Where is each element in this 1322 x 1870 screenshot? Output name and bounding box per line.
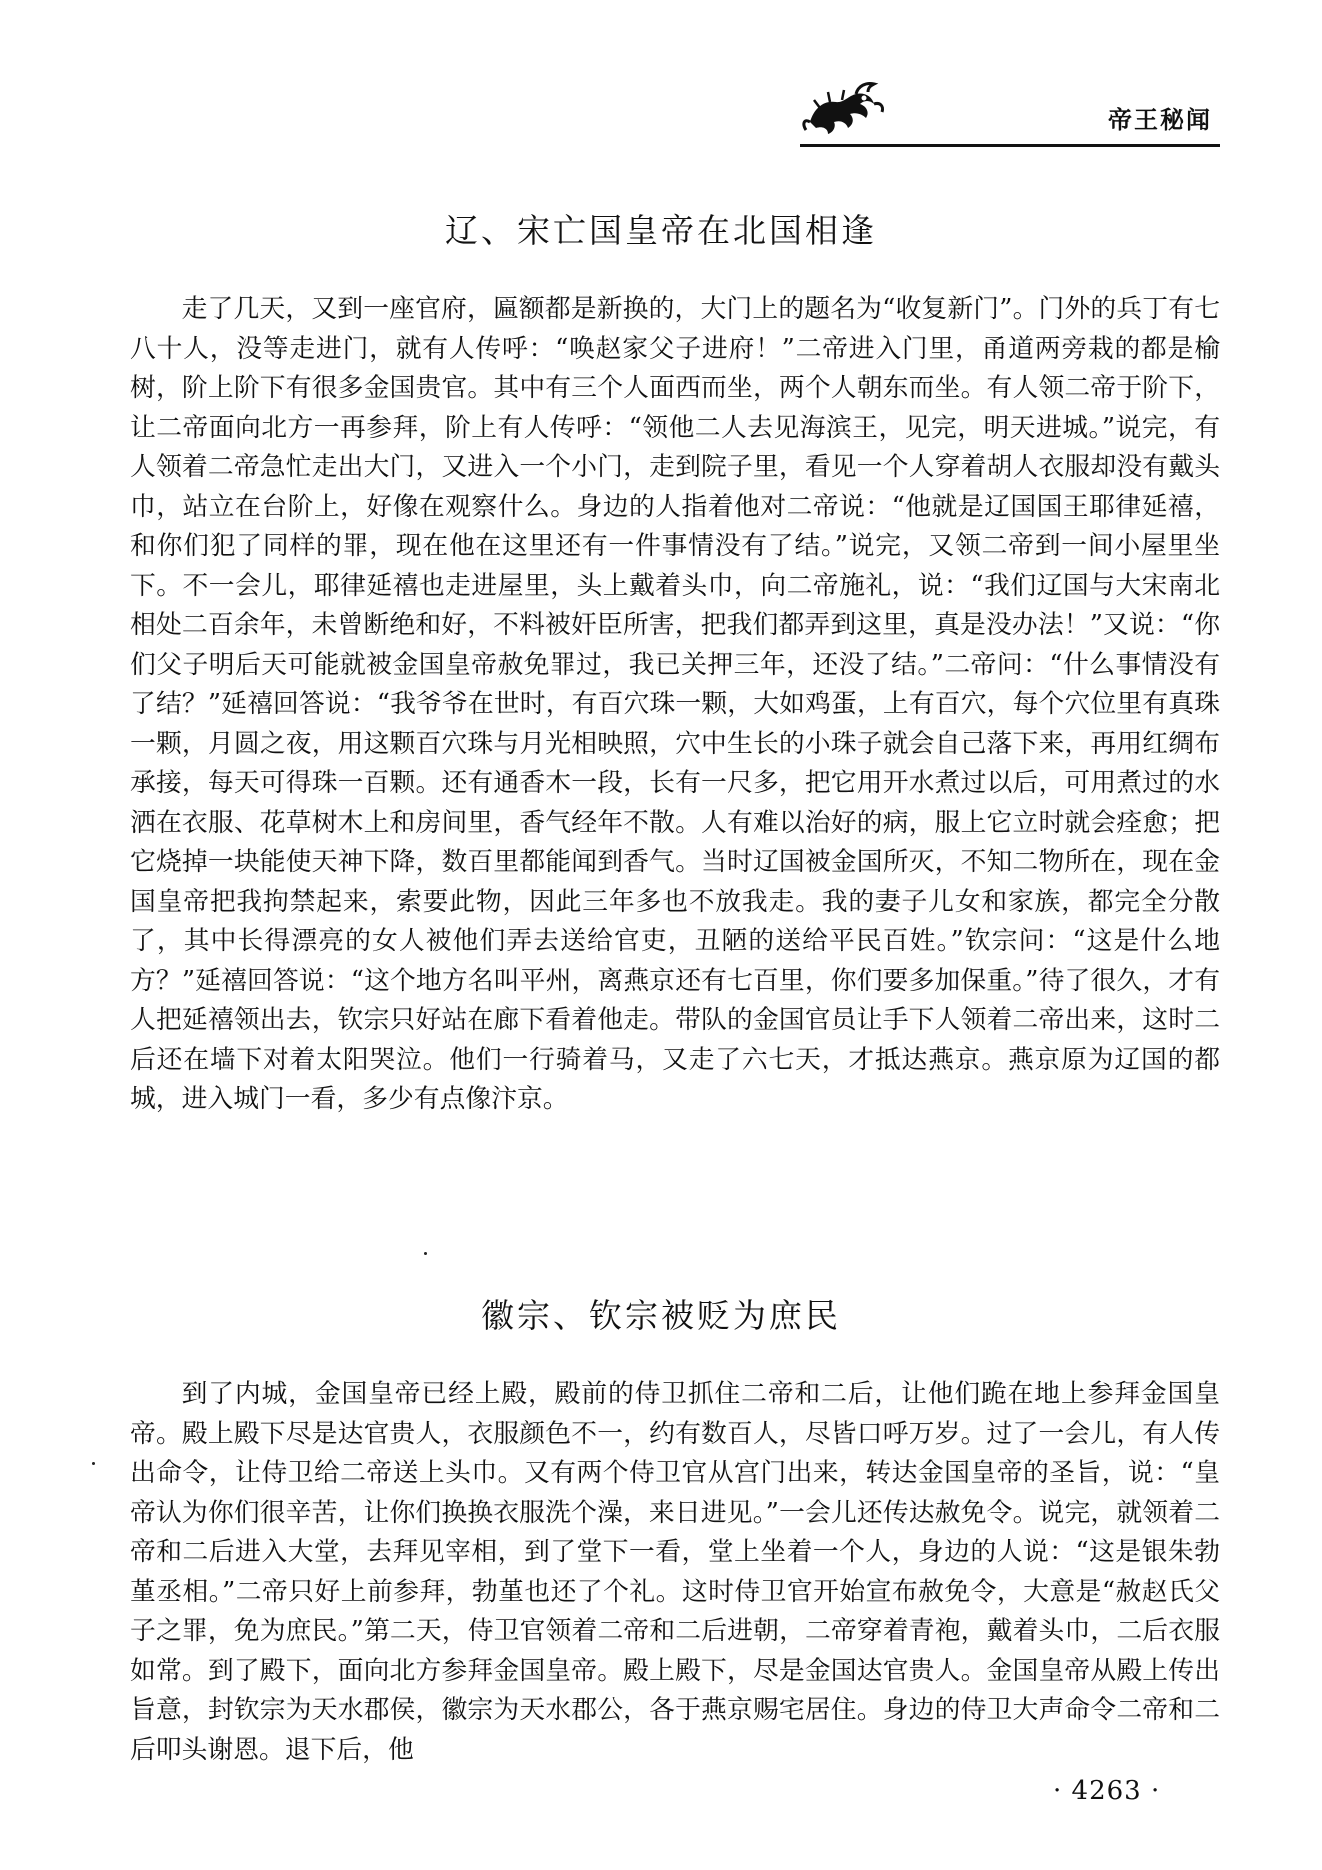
dragon-icon <box>800 78 886 140</box>
page-header <box>800 70 1220 150</box>
body-paragraph: 走了几天，又到一座官府，匾额都是新换的，大门上的题名为“收复新门”。门外的兵丁有七八十人，没等走进门，就有人传呼：“唤赵家父子进府！”二帝进入门里，甬道两旁栽的都是榆树，阶上阶下有很多金国贵官。其中有三个人面西而坐，两个人朝东而坐。有人领二帝于阶下，让二帝面向北方一再参拜，阶上有人传呼：“领他二人去见海滨王，见完，明天进城。”说完，有人领着二帝急忙走出大门，又进入一个小门，走到院子里，看见一个人穿着胡人衣服却没有戴头巾，站立在台阶上，好像在观察什么。身边的人指着他对二帝说：“他就是辽国国王耶律延禧，和你们犯了同样的罪，现在他在这里还有一件事情没有了结。”说完，又领二帝到一间小屋里坐下。不一会儿，耶律延禧也走进屋里，头上戴着头巾，向二帝施礼，说：“我们辽国与大宋南北相处二百余年，未曾断绝和好，不料被奸臣所害，把我们都弄到这里，真是没办法！”又说：“你们父子明后天可能就被金国皇帝赦免罪过，我已关押三年，还没了结。”二帝问：“什么事情没有了结？”延禧回答说：“我爷爷在世时，有百穴珠一颗，大如鸡蛋，上有百穴，每个穴位里有真珠一颗，月圆之夜，用这颗百穴珠与月光相映照，穴中生长的小珠子就会自己落下来，再用红绸布承接，每天可得珠一百颗。还有通香木一段，长有一尺多，把它用开水煮过以后，可用煮过的水洒在衣服、花草树木上和房间里，香气经年不散。人有难以治好的病，服上它立时就会痊愈；把它烧掉一块能使天神下降，数百里都能闻到香气。当时辽国被金国所灭，不知二物所在，现在金国皇帝把我拘禁起来，索要此物，因此三年多也不放我走。我的妻子儿女和家族，都完全分散了，其中长得漂亮的女人被他们弄去送给官吏，丑陋的送给平民百姓。”钦宗问：“这是什么地方？”延禧回答说：“这个地方名叫平州，离燕京还有七百里，你们要多加保重。”待了很久，才有人把延禧领出去，钦宗只好站在廊下看着他走。带队的金国官员让手下人领着二帝出来，这时二后还在墙下对着太阳哭泣。他们一行骑着马，又走了六七天，才抵达燕京。燕京原为辽国的都城，进入城门一看，多少有点像汴京。 <box>130 294 1220 1114</box>
scan-speck <box>424 1252 427 1255</box>
page-number: · 4263 · <box>1053 1776 1161 1806</box>
scan-speck <box>92 1462 95 1465</box>
section-title: 徽宗、钦宗被贬为庶民 <box>481 1296 841 1335</box>
section-title: 辽、宋亡国皇帝在北国相逢 <box>445 211 877 250</box>
body-paragraph: 到了内城，金国皇帝已经上殿，殿前的侍卫抓住二帝和二后，让他们跪在地上参拜金国皇帝。殿上殿下尽是达官贵人，衣服颜色不一，约有数百人，尽皆口呼万岁。过了一会儿，有人传出命令，让侍卫给二帝送上头巾。又有两个侍卫官从宫门出来，转达金国皇帝的圣旨，说：“皇帝认为你们很辛苦，让你们换换衣服洗个澡，来日进见。”一会儿还传达赦免令。说完，就领着二帝和二后进入大堂，去拜见宰相，到了堂下一看，堂上坐着一个人，身边的人说：“这是银朱勃堇丞相。”二帝只好上前参拜，勃堇也还了个礼。这时侍卫官开始宣布赦免令，大意是“赦赵氏父子之罪，免为庶民。”第二天，侍卫官领着二帝和二后进朝，二帝穿着青袍，戴着头巾，二后衣服如常。到了殿下，面向北方参拜金国皇帝。殿上殿下，尽是金国达官贵人。金国皇帝从殿上传出旨意，封钦宗为天水郡侯，徽宗为天水郡公，各于燕京赐宅居住。身边的侍卫大声命令二帝和二后叩头谢恩。退下后，他 <box>130 1379 1220 1765</box>
header-rule <box>800 144 1220 147</box>
running-head: 帝王秘闻 <box>1108 106 1212 134</box>
